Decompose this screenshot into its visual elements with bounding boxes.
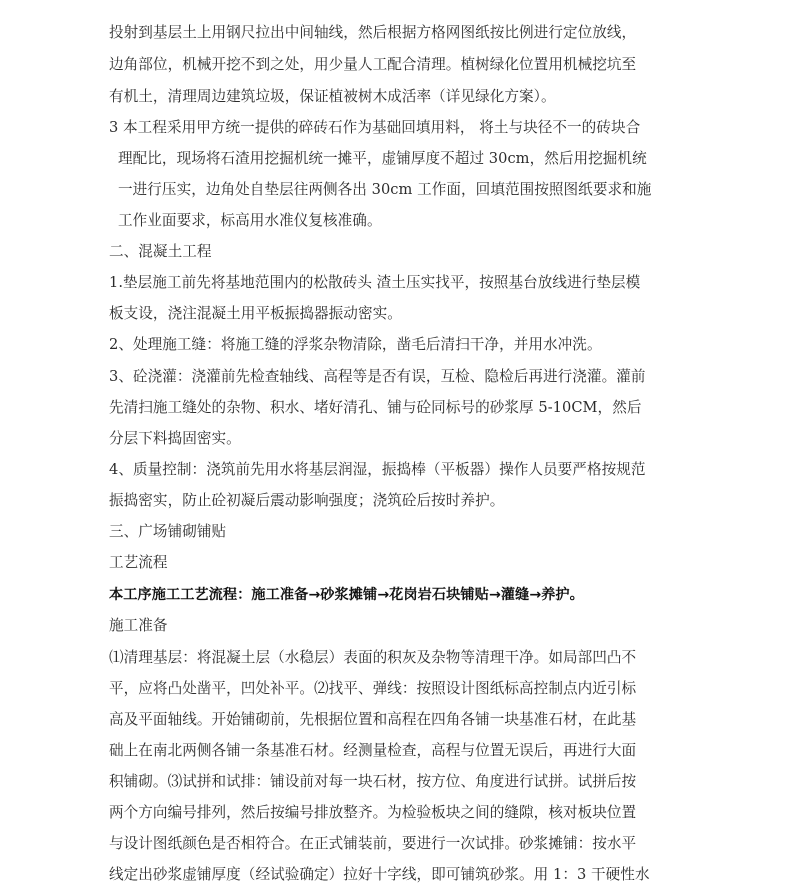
section-heading: 二、混凝土工程	[109, 243, 212, 260]
text-line: 3、砼浇灌：浇灌前先检查轴线、高程等是否有误，互检、隐检后再进行浇灌。灌前	[109, 368, 646, 385]
text-line: 4、质量控制：浇筑前先用水将基层润湿，振捣棒（平板器）操作人员要严格按规范	[109, 461, 646, 478]
text-line: 板支设，浇注混凝土用平板振捣器振动密实。	[109, 305, 402, 322]
text-line: 振捣密实，防止砼初凝后震动影响强度；浇筑砼后按时养护。	[109, 492, 505, 509]
subheading: 工艺流程	[109, 554, 168, 571]
text-line: 投射到基层土上用钢尺拉出中间轴线，然后根据方格网图纸按比例进行定位放线，	[109, 24, 637, 41]
text-line: 平，应将凸处凿平，凹处补平。⑵找平、弹线：按照设计图纸标高控制点内近引标	[109, 680, 637, 697]
text-line: ⑴清理基层：将混凝土层（水稳层）表面的积灰及杂物等清理干净。如局部凹凸不	[109, 649, 637, 666]
text-line: 两个方向编号排列，然后按编号排放整齐。为检验板块之间的缝隙，核对板块位置	[109, 804, 637, 821]
text-line: 有机土，清理周边建筑垃圾，保证植被树木成活率（详见绿化方案）。	[109, 88, 556, 105]
subheading: 施工准备	[109, 617, 168, 634]
text-line: 先清扫施工缝处的杂物、积水、堵好清孔、铺与砼同标号的砂浆厚 5-10CM，然后	[109, 399, 642, 416]
text-line: 2、处理施工缝：将施工缝的浮浆杂物清除，凿毛后清扫干净，并用水冲洗。	[109, 336, 602, 353]
process-flow-line: 本工序施工工艺流程：施工准备→砂浆摊铺→花岗岩石块铺贴→灌缝→养护。	[109, 587, 584, 603]
text-line: 高及平面轴线。开始铺砌前，先根据位置和高程在四角各铺一块基准石材，在此基	[109, 711, 637, 728]
text-line: 理配比，现场将石渣用挖掘机统一摊平，虚铺厚度不超过 30cm，然后用挖掘机统	[118, 150, 647, 167]
text-line: 1.垫层施工前先将基地范围内的松散砖头 渣土压实找平，按照基台放线进行垫层模	[109, 274, 641, 291]
text-line: 3 本工程采用甲方统一提供的碎砖石作为基础回填用料， 将土与块径不一的砖块合	[109, 119, 641, 136]
text-line: 分层下料捣固密实。	[109, 430, 241, 447]
text-line: 与设计图纸颜色是否相符合。在正式铺装前，要进行一次试排。砂浆摊铺：按水平	[109, 835, 637, 852]
text-line: 边角部位，机械开挖不到之处，用少量人工配合清理。植树绿化位置用机械挖坑至	[109, 56, 637, 73]
text-line: 积铺砌。⑶试拼和试排：铺设前对每一块石材，按方位、角度进行试拼。试拼后按	[109, 773, 637, 790]
text-line: 工作业面要求，标高用水准仪复核准确。	[118, 212, 382, 229]
text-line: 础上在南北两侧各铺一条基准石材。经测量检查，高程与位置无误后，再进行大面	[109, 742, 637, 759]
text-line: 线定出砂浆虚铺厚度（经试验确定）拉好十字线，即可铺筑砂浆。用 1：3 干硬性水	[109, 866, 650, 883]
text-line: 一进行压实，边角处自垫层往两侧各出 30cm 工作面，回填范围按照图纸要求和施	[118, 181, 652, 198]
section-heading: 三、广场铺砌铺贴	[109, 523, 227, 540]
